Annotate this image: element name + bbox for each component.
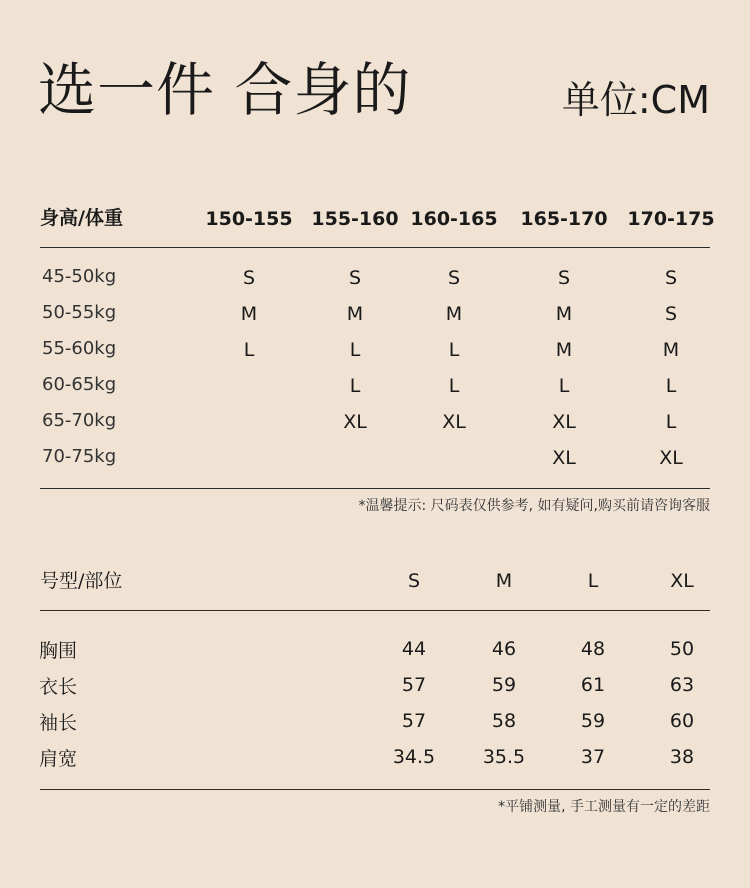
size-cell: L — [448, 339, 460, 361]
size-cell: L — [243, 339, 255, 361]
size-cell: S — [447, 267, 461, 289]
measure-table-header-divider — [40, 610, 710, 611]
size-cell: M — [240, 303, 258, 325]
size-column-header: XL — [670, 570, 694, 592]
measurement-cell: 35.5 — [482, 746, 526, 768]
size-cell: S — [557, 267, 571, 289]
size-table-note: *温馨提示: 尺码表仅供参考, 如有疑问,购买前请咨询客服 — [358, 498, 710, 514]
height-column-header: 155-160 — [311, 208, 399, 230]
height-column-header: 160-165 — [410, 208, 498, 230]
size-cell: XL — [552, 447, 576, 469]
size-cell: XL — [659, 447, 683, 469]
height-column-header: 170-175 — [627, 208, 715, 230]
size-cell: M — [346, 303, 364, 325]
size-cell: M — [555, 339, 573, 361]
measure-table-bottom-divider — [40, 789, 710, 790]
size-cell: M — [445, 303, 463, 325]
measurement-cell: 37 — [580, 746, 606, 768]
height-column-header: 150-155 — [205, 208, 293, 230]
measurement-cell: 63 — [669, 674, 695, 696]
measurement-cell: 58 — [491, 710, 517, 732]
size-table-header-divider — [40, 247, 710, 248]
measurement-cell: 44 — [401, 638, 427, 660]
size-cell: L — [448, 375, 460, 397]
measurement-cell: 59 — [491, 674, 517, 696]
size-table-bottom-divider — [40, 488, 710, 489]
body-part-label: 衣长 — [39, 676, 78, 698]
height-column-header: 165-170 — [520, 208, 608, 230]
measurement-cell: 34.5 — [392, 746, 436, 768]
size-cell: M — [555, 303, 573, 325]
measurement-cell: 38 — [669, 746, 695, 768]
size-cell: S — [664, 303, 678, 325]
size-cell: L — [665, 375, 677, 397]
weight-row-label: 65-70kg — [42, 410, 117, 431]
weight-row-label: 50-55kg — [42, 302, 117, 323]
size-cell: L — [665, 411, 677, 433]
measurement-cell: 48 — [580, 638, 606, 660]
measurement-cell: 61 — [580, 674, 606, 696]
measurement-cell: 59 — [580, 710, 606, 732]
body-part-label: 胸围 — [39, 640, 78, 662]
measurement-cell: 57 — [401, 710, 427, 732]
size-column-header: M — [495, 570, 513, 592]
weight-row-label: 70-75kg — [42, 446, 117, 467]
weight-row-label: 60-65kg — [42, 374, 117, 395]
body-part-label: 肩宽 — [39, 748, 78, 770]
unit-label: 单位:CM — [561, 78, 710, 122]
weight-row-label: 45-50kg — [42, 266, 117, 287]
size-cell: L — [349, 339, 361, 361]
weight-row-label: 55-60kg — [42, 338, 117, 359]
size-column-header: S — [407, 570, 421, 592]
measure-table-corner-header: 号型/部位 — [40, 570, 123, 592]
size-column-header: L — [587, 570, 599, 592]
size-cell: L — [349, 375, 361, 397]
measurement-cell: 57 — [401, 674, 427, 696]
size-cell: XL — [343, 411, 367, 433]
measure-table-note: *平铺测量, 手工测量有一定的差距 — [498, 799, 710, 815]
size-table-corner-header: 身高/体重 — [40, 207, 123, 229]
size-cell: L — [558, 375, 570, 397]
size-cell: XL — [442, 411, 466, 433]
size-cell: S — [242, 267, 256, 289]
size-cell: S — [348, 267, 362, 289]
measurement-cell: 60 — [669, 710, 695, 732]
body-part-label: 袖长 — [39, 712, 78, 734]
size-cell: XL — [552, 411, 576, 433]
measurement-cell: 50 — [669, 638, 695, 660]
size-cell: S — [664, 267, 678, 289]
size-cell: M — [662, 339, 680, 361]
measurement-cell: 46 — [491, 638, 517, 660]
page-title: 选一件 合身的 — [38, 56, 412, 124]
